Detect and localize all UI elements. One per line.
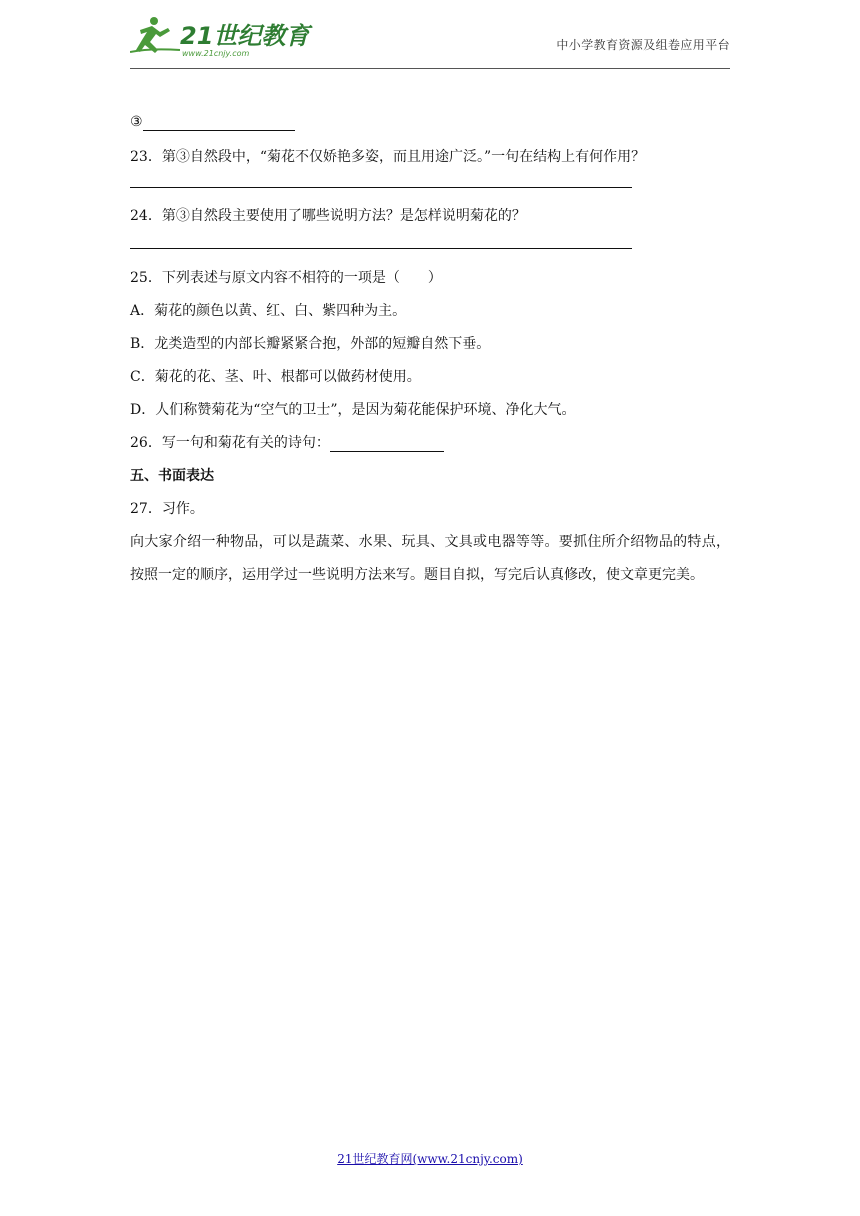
answer-line-23[interactable]: [130, 187, 632, 188]
answer-item-3: [130, 113, 730, 131]
question-24: 24．第③自然段主要使用了哪些说明方法？是怎样说明菊花的？: [130, 208, 526, 224]
essay-prompt: 向大家介绍一种物品，可以是蔬菜、水果、玩具、文具或电器等等。要抓住所介绍物品的特点，按照一定的顺序，运用学过一些说明方法来写。题目自拟，写完后认真修改，使文章更完美。: [130, 534, 730, 583]
question-27: 27．习作。: [130, 501, 204, 517]
logo-url-text: www.21cnjy.com: [182, 49, 250, 58]
site-logo: [130, 12, 320, 60]
option-d: D．人们称赞菊花为“空气的卫士”，是因为菊花能保护环境、净化大气。: [130, 402, 576, 418]
item-number: ③: [130, 114, 143, 130]
option-a: A．菊花的颜色以黄、红、白、紫四种为主。: [130, 303, 407, 319]
blank-line[interactable]: [143, 116, 295, 131]
platform-tagline: 中小学教育资源及组卷应用平台: [556, 38, 730, 52]
question-25: 25．下列表述与原文内容不相符的一项是（ ）: [130, 270, 442, 286]
page-footer: [0, 1150, 860, 1167]
section-heading: 五、书面表达: [130, 468, 214, 484]
question-content: [130, 110, 730, 592]
runner-icon: [130, 17, 180, 53]
footer-link[interactable]: 21世纪教育网(www.21cnjy.com): [337, 1152, 523, 1166]
question-26-text: 26．写一句和菊花有关的诗句：: [130, 435, 330, 451]
header-divider: [130, 68, 730, 69]
page-header: [130, 10, 730, 70]
logo-text: 21世纪教育: [180, 22, 310, 50]
option-b: B．龙类造型的内部长瓣紧紧合抱，外部的短瓣自然下垂。: [130, 336, 491, 352]
question-23: 23．第③自然段中，“菊花不仅娇艳多姿，而且用途广泛。”一句在结构上有何作用？: [130, 149, 646, 165]
answer-line-24[interactable]: [130, 248, 632, 249]
option-c: C．菊花的花、茎、叶、根都可以做药材使用。: [130, 369, 421, 385]
blank-line[interactable]: [330, 437, 444, 452]
question-26: [130, 434, 730, 452]
